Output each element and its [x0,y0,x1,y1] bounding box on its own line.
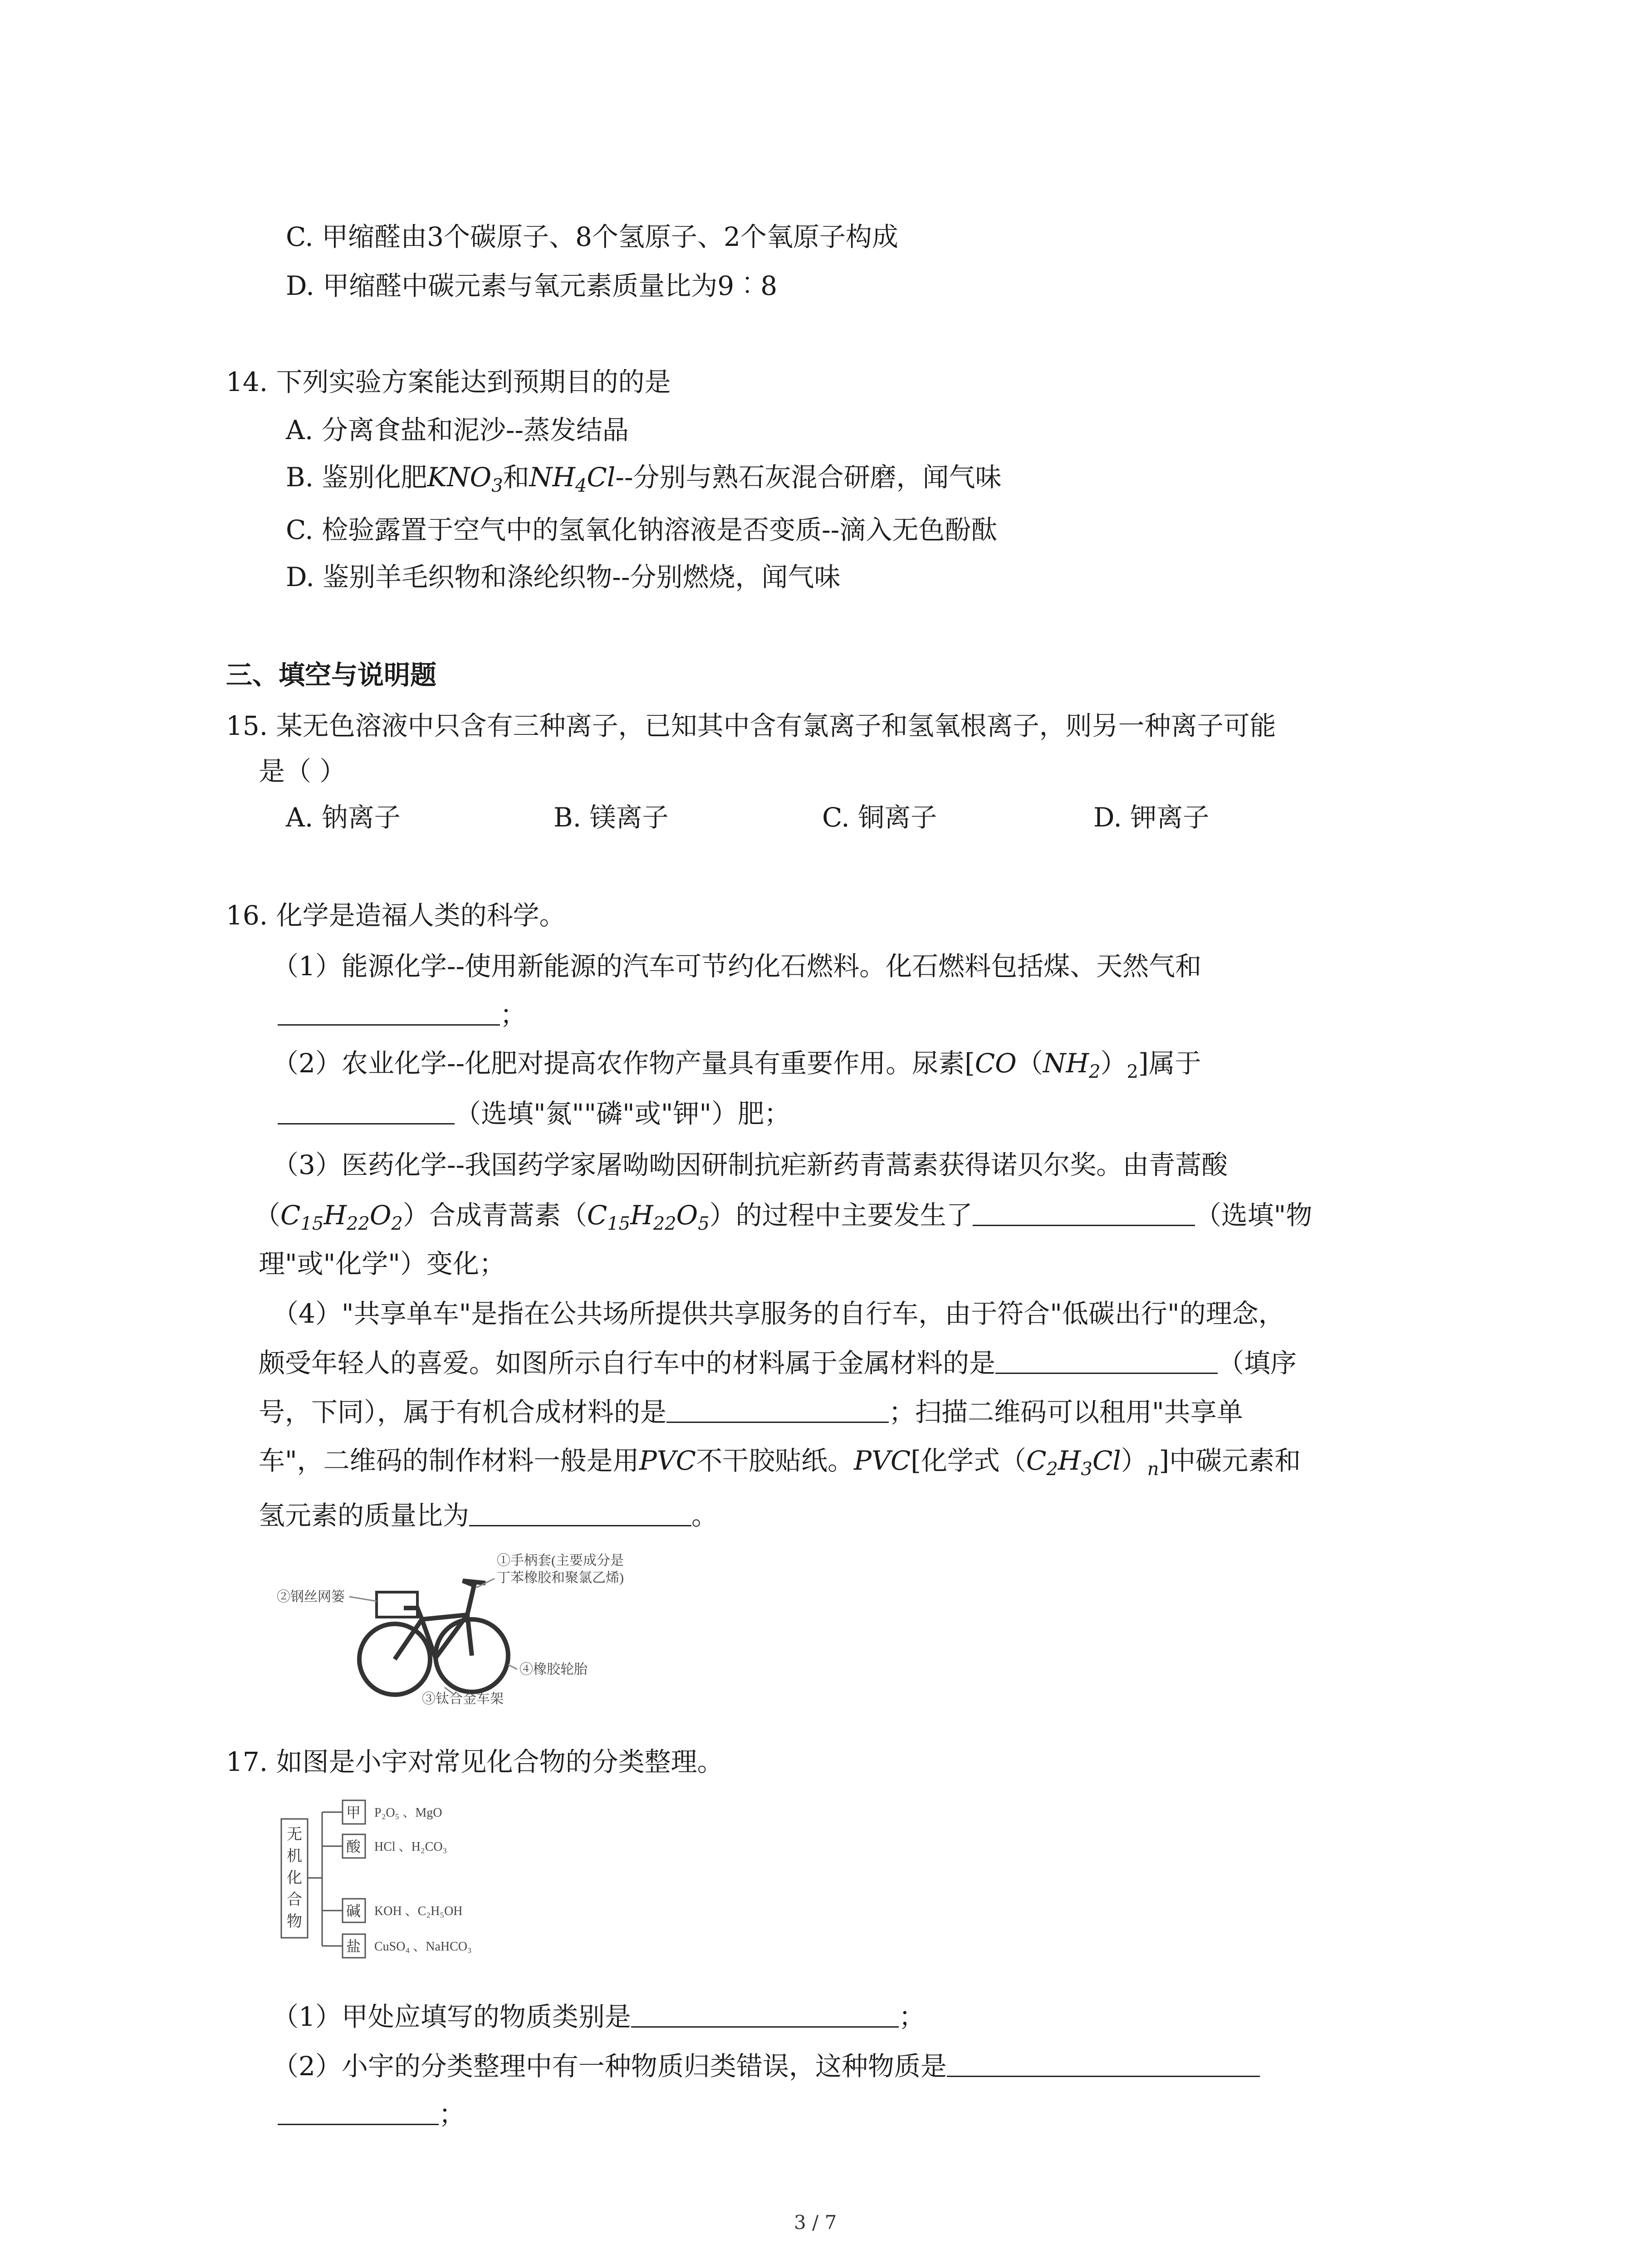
category-label: 酸 [346,1838,361,1855]
q16-part3-line1: （3）医药化学--我国药学家屠呦呦因研制抗疟新药青蒿素获得诺贝尔奖。由青蒿酸 [272,1149,1228,1180]
category-label: 碱 [346,1902,361,1920]
subscript: 15 [607,1213,631,1234]
answer-blank[interactable] [995,1344,1218,1374]
category-label: 盐 [346,1938,361,1955]
q17-part2-line2 [278,2096,465,2132]
bike-label-2: ②钢丝网篓 [277,1589,345,1604]
root-label-char: 无 [287,1825,302,1843]
answer-blank[interactable] [666,1393,889,1423]
subscript: 2 [391,1213,403,1234]
formula-text: O [369,1200,392,1231]
q14-option-d: D. 鉴别羊毛织物和涤纶织物--分别燃烧，闻气味 [286,562,841,592]
subscript: 22 [346,1213,370,1234]
bicycle-icon [359,1581,508,1695]
formula-text: C [280,1200,301,1231]
q16-stem: 16. 化学是造福人类的科学。 [226,900,566,931]
text: （1）甲处应填写的物质类别是 [272,2001,631,2032]
answer-blank[interactable] [973,1197,1195,1226]
category-items: CuSO₄ 、NaHCO₃ [374,1940,472,1954]
formula-text: NH [529,462,575,493]
q13-option-c: C. 甲缩醛由3个碳原子、8个氢原子、2个氧原子构成 [286,221,898,252]
conjunction: 和 [503,462,529,493]
q16-part4-line5 [259,1497,718,1534]
q16-part4-line3 [259,1393,1243,1430]
formula-text: NH [1043,1048,1089,1079]
q16-part4-line2 [259,1344,1297,1381]
category-label: 甲 [346,1804,361,1821]
formula-text: PVC [639,1445,696,1476]
q14-option-c: C. 检验露置于空气中的氢氧化钠溶液是否变质--滴入无色酚酞 [286,514,998,545]
answer-blank[interactable] [947,2048,1260,2077]
formula-nh2 [1043,1048,1101,1082]
formula-kno3 [427,462,503,496]
q16-part3-line2 [254,1197,1312,1233]
q14-option-b [286,459,1002,495]
bike-label-1b: 丁苯橡胶和聚氯乙烯) [497,1570,624,1585]
text: ） [1121,1445,1147,1476]
subscript: 3 [1081,1459,1092,1480]
q17-stem: 17. 如图是小宇对常见化合物的分类整理。 [226,1746,724,1777]
formula-text: CO [975,1048,1017,1079]
formula-pvc [1026,1445,1121,1480]
formula-text: H [323,1200,347,1231]
q16-part4-line4 [259,1442,1301,1479]
text: （填序 [1218,1348,1297,1378]
q15-option-b: B. 镁离子 [554,802,669,833]
text: ）的过程中主要发生了 [709,1200,973,1231]
text: ； [439,2099,465,2130]
root-label-char: 合 [287,1891,302,1909]
answer-blank[interactable] [278,1095,455,1124]
text: 车"，二维码的制作材料一般是用 [259,1445,639,1476]
text: （ [254,1200,281,1231]
q14-option-b-suffix: --分别与熟石灰混合研磨，闻气味 [615,462,1002,493]
formula-text: Cl [1092,1445,1121,1476]
text: （选填"氮""磷"或"钾"）肥； [455,1098,791,1129]
bike-label-3: ③钛合金车架 [422,1691,504,1706]
subscript: n [1147,1459,1159,1480]
formula-text: KNO [427,462,492,493]
formula-text: C [587,1200,607,1231]
subscript: 3 [491,475,503,496]
punctuation: ； [500,999,527,1030]
classification-diagram [277,1792,531,1964]
q16-part2-line1 [272,1045,1201,1081]
formula-text: C [1026,1445,1047,1476]
text: （ [1016,1048,1043,1079]
answer-blank[interactable] [278,2096,439,2125]
subscript: 2 [1127,1061,1138,1082]
text: ； [898,2001,925,2032]
q14-option-a: A. 分离食盐和泥沙--蒸发结晶 [286,415,629,445]
bike-label-1a: ①手柄套(主要成分是 [497,1553,624,1568]
root-label-char: 化 [287,1869,302,1887]
root-label-char: 物 [287,1912,302,1931]
q15-option-a: A. 钠离子 [286,802,401,833]
q14-option-b-prefix: B. 鉴别化肥 [286,462,427,493]
text: 氢元素的质量比为 [259,1500,470,1531]
q16-part2-line2 [278,1095,790,1132]
subscript: 5 [698,1213,710,1234]
subscript: 2 [1046,1459,1058,1480]
q14-stem: 14. 下列实验方案能达到预期目的的是 [226,367,671,397]
text: ） [1100,1048,1127,1079]
root-label-char: 机 [287,1847,302,1865]
q16-part1-line1: （1）能源化学--使用新能源的汽车可节约化石燃料。化石燃料包括煤、天然气和 [272,951,1202,982]
q16-part3-line3: 理"或"化学"）变化； [259,1248,506,1279]
category-items: P₂O₅ 、MgO [374,1806,442,1820]
formula-qinghaosuan [280,1200,403,1234]
formula-text: PVC [854,1445,911,1476]
bicycle-figure [272,1542,624,1706]
formula-text: H [1058,1445,1081,1476]
text: ]属于 [1138,1048,1201,1079]
section-heading: 三、填空与说明题 [226,660,437,690]
formula-nh4cl [529,462,616,496]
text: ）合成青蒿素（ [402,1200,587,1231]
text: 不干胶贴纸。 [696,1445,854,1476]
text: 颇受年轻人的喜爱。如图所示自行车中的材料属于金属材料的是 [259,1348,996,1378]
q13-option-d: D. 甲缩醛中碳元素与氧元素质量比为9︰8 [286,270,778,301]
q15-option-c: C. 铜离子 [822,802,937,833]
root-label [287,1825,302,1931]
text: 。 [691,1500,718,1531]
text: ]中碳元素和 [1159,1445,1301,1476]
q15-option-d: D. 钾离子 [1093,802,1210,833]
formula-text: Cl [587,462,616,493]
q16-part4-line1: （4）"共享单车"是指在公共场所提供共享服务的自行车，由于符合"低碳出行"的理念， [272,1298,1285,1329]
q15-stem-line2: 是（ ） [259,756,346,787]
answer-blank[interactable] [278,996,500,1026]
text: （2）小宇的分类整理中有一种物质归类错误，这种物质是 [272,2051,947,2082]
subscript: 15 [300,1213,324,1234]
q17-part2 [272,2048,1260,2084]
q15-stem-line1: 15. 某无色溶液中只含有三种离子，已知其中含有氯离子和氢氧根离子，则另一种离子可能 [226,710,1276,741]
answer-blank[interactable] [469,1497,691,1526]
q17-part1 [272,1998,925,2035]
answer-blank[interactable] [631,1998,899,2028]
category-items: KOH 、C₂H₅OH [374,1904,463,1918]
text: [化学式（ [911,1445,1026,1476]
q16-part1-line2 [278,996,526,1033]
text: （选填"物 [1195,1200,1313,1231]
formula-qinghaosu [587,1200,710,1234]
text: （2）农业化学--化肥对提高农作物产量具有重要作用。尿素[ [272,1048,975,1079]
text: ；扫描二维码可以租用"共享单 [889,1397,1243,1427]
bike-label-4: ④橡胶轮胎 [519,1662,588,1677]
text: 号，下同），属于有机合成材料的是 [259,1397,667,1427]
subscript: 4 [575,475,587,496]
formula-text: H [630,1200,653,1231]
category-items: HCl 、H₂CO₃ [374,1840,447,1854]
subscript: 22 [653,1213,676,1234]
subscript: 2 [1089,1061,1101,1082]
page-number: 3 / 7 [794,2211,837,2234]
formula-text: O [676,1200,698,1231]
